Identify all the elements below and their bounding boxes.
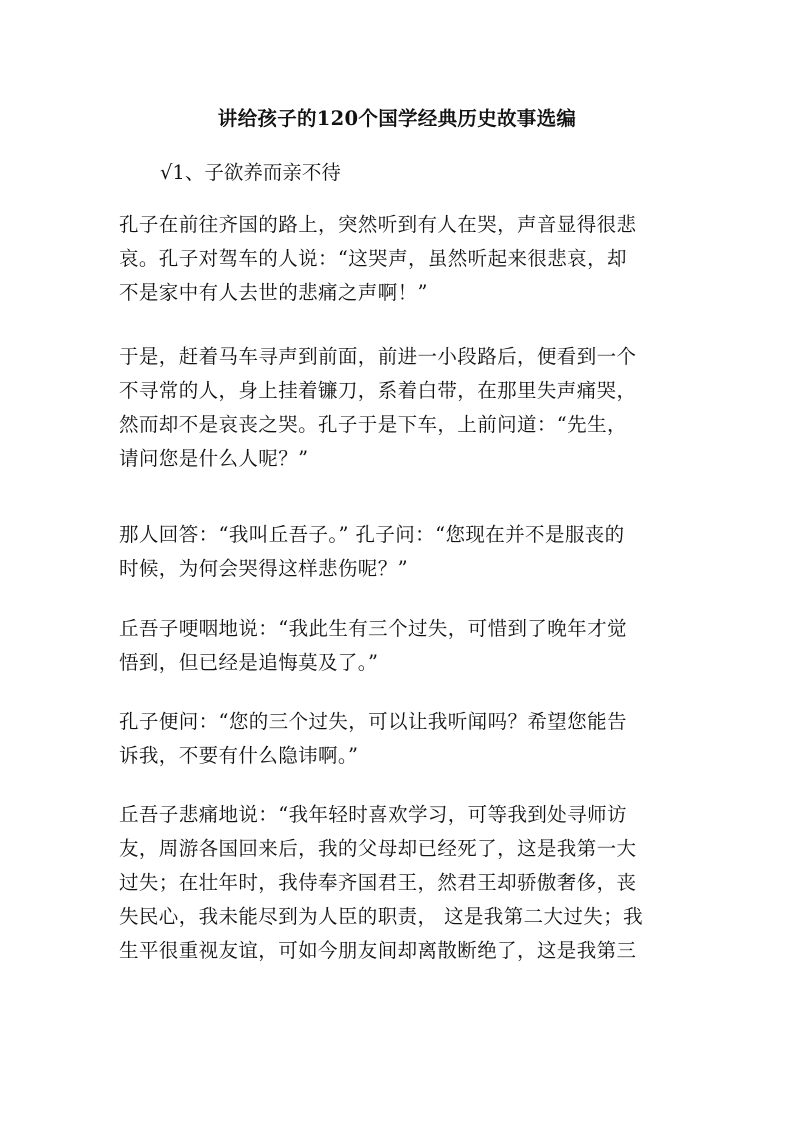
paragraph-line: 时候，为何会哭得这样悲伤呢？”	[119, 557, 408, 580]
paragraph-line: 丘吾子悲痛地说：“我年轻时喜欢学习，可等我到处寻师访	[119, 803, 627, 826]
paragraph-line: 过失；在壮年时，我侍奉齐国君王，然君王却骄傲奢侈，丧	[119, 871, 637, 894]
paragraph-line: 诉我，不要有什么隐讳啊。”	[119, 744, 359, 767]
paragraph-line: 于是，赶着马车寻声到前面，前进一小段路后，便看到一个	[119, 345, 637, 368]
paragraph-line: 不是家中有人去世的悲痛之声啊！”	[119, 281, 428, 304]
paragraph-2	[119, 340, 679, 476]
document-title: 讲给孩子的120个国学经典历史故事选编	[217, 107, 577, 130]
paragraph-line: 友，周游各国回来后，我的父母却已经死了，这是我第一大	[119, 837, 637, 860]
paragraph-4	[119, 612, 679, 680]
paragraph-line: 不寻常的人，身上挂着镰刀，系着白带，在那里失声痛哭，	[119, 379, 637, 402]
paragraph-6	[119, 798, 679, 968]
paragraph-line: 孔子便问：“您的三个过失，可以让我听闻吗？希望您能告	[119, 710, 627, 733]
paragraph-line: 请问您是什么人呢？”	[119, 447, 309, 470]
paragraph-line: 然而却不是哀丧之哭。孔子于是下车，上前问道：“先生，	[119, 413, 627, 436]
section-heading: √1、子欲养而亲不待	[160, 161, 341, 184]
paragraph-3	[119, 518, 679, 586]
paragraph-line: 悟到，但已经是追悔莫及了。”	[119, 651, 379, 674]
paragraph-line: 生平很重视友谊，可如今朋友间却离散断绝了，这是我第三	[119, 939, 637, 962]
paragraph-line: 失民心，我未能尽到为人臣的职责， 这是我第二大过失；我	[119, 905, 643, 928]
paragraph-line: 丘吾子哽咽地说：“我此生有三个过失，可惜到了晚年才觉	[119, 617, 627, 640]
paragraph-line: 孔子在前往齐国的路上，突然听到有人在哭，声音显得很悲	[119, 213, 637, 236]
paragraph-1	[119, 208, 679, 310]
paragraph-5	[119, 705, 679, 773]
paragraph-line: 那人回答：“我叫丘吾子。” 孔子问：“您现在并不是服丧的	[119, 523, 625, 546]
paragraph-line: 哀。孔子对驾车的人说：“这哭声，虽然听起来很悲哀，却	[119, 247, 627, 270]
